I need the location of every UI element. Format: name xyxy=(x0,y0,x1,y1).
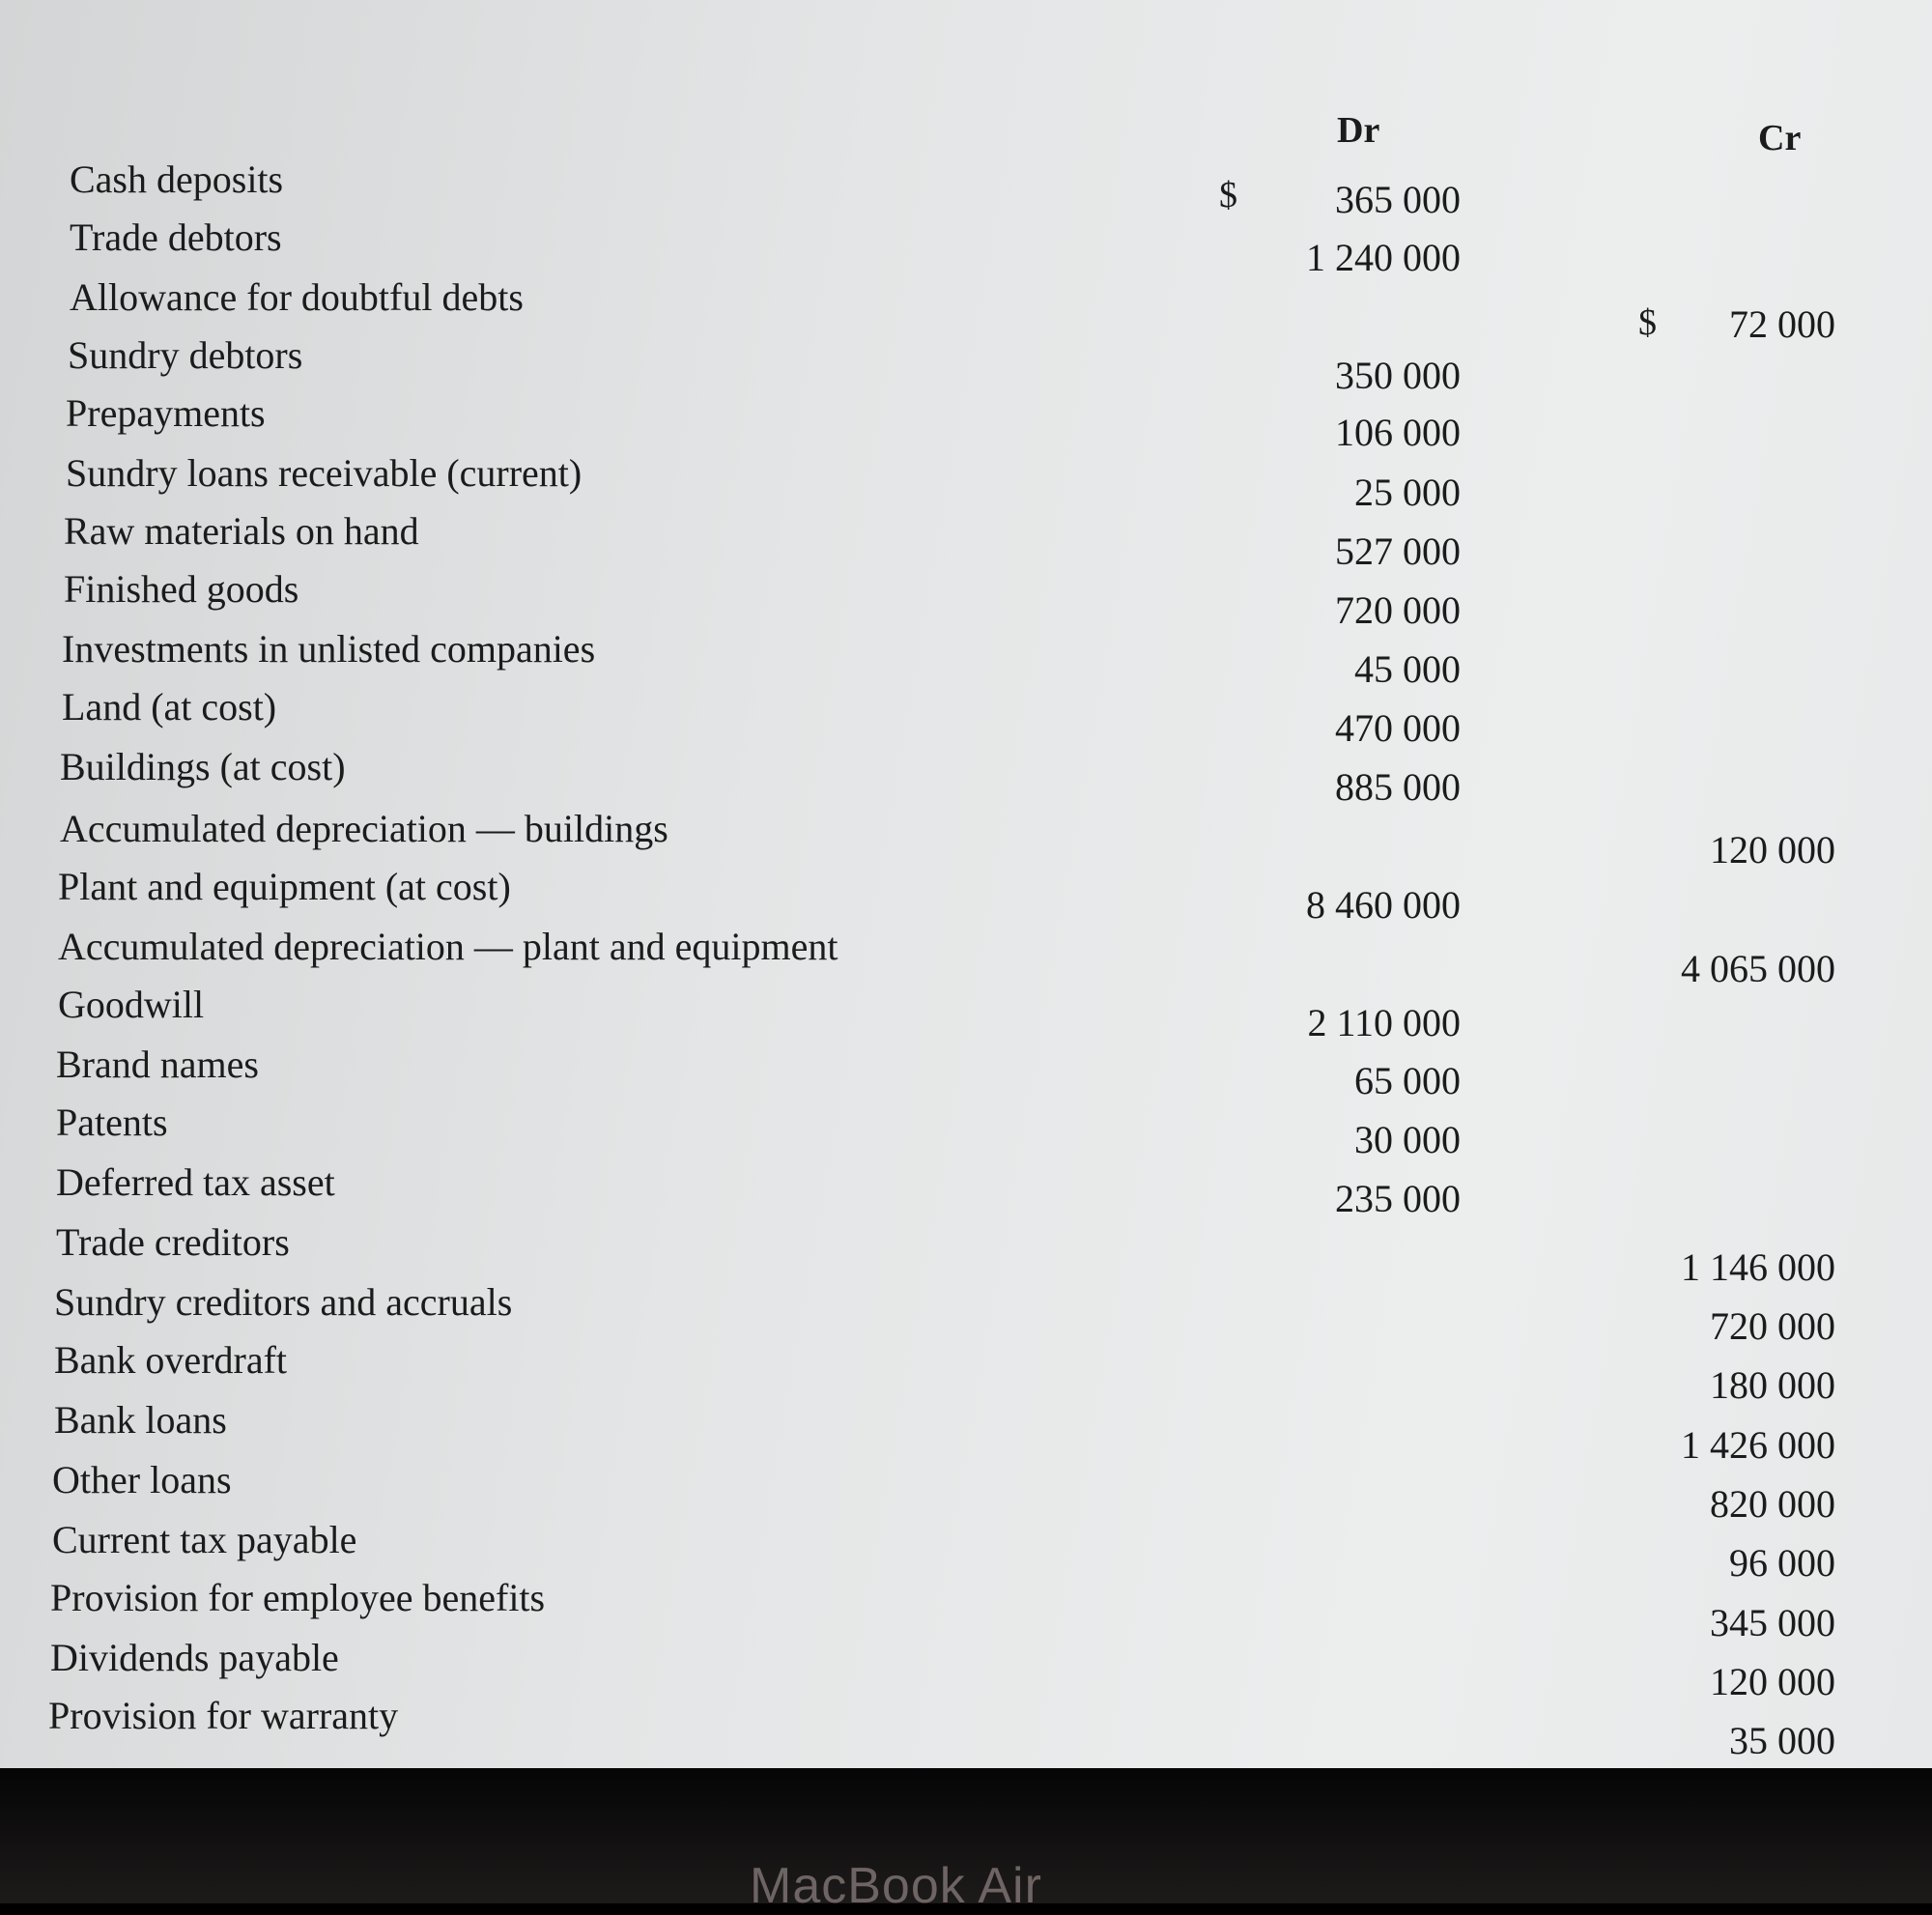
debit-amount: 25 000 xyxy=(1354,471,1461,514)
account-label: Trade debtors xyxy=(70,215,282,259)
credit-column-header: Cr xyxy=(1758,118,1802,158)
credit-amount: 4 065 000 xyxy=(1681,947,1835,990)
debit-amount: 65 000 xyxy=(1354,1059,1461,1102)
device-brand-label: MacBook Air xyxy=(750,1858,1042,1914)
debit-amount: 106 000 xyxy=(1335,411,1461,454)
debit-amount: 8 460 000 xyxy=(1306,883,1461,927)
credit-amount: 1 426 000 xyxy=(1681,1423,1835,1467)
debit-amount: 2 110 000 xyxy=(1307,1001,1461,1044)
account-label: Bank overdraft xyxy=(54,1338,288,1382)
account-label: Allowance for doubtful debts xyxy=(70,275,524,319)
account-label: Sundry debtors xyxy=(68,333,303,377)
account-label: Provision for warranty xyxy=(48,1694,399,1737)
debit-amount: 1 240 000 xyxy=(1306,236,1461,279)
debit-amount: 527 000 xyxy=(1335,529,1461,573)
credit-currency-symbol: $ xyxy=(1638,302,1657,343)
debit-amount: 45 000 xyxy=(1354,647,1461,691)
account-label: Buildings (at cost) xyxy=(60,745,346,788)
debit-amount: 235 000 xyxy=(1335,1177,1461,1220)
credit-amount: 96 000 xyxy=(1729,1541,1835,1585)
account-label: Goodwill xyxy=(58,983,205,1026)
credit-amount: 120 000 xyxy=(1710,828,1835,872)
account-label: Raw materials on hand xyxy=(64,509,419,553)
debit-amount: 30 000 xyxy=(1354,1118,1461,1161)
account-label: Land (at cost) xyxy=(62,685,277,729)
debit-amount: 720 000 xyxy=(1335,588,1461,632)
account-label: Deferred tax asset xyxy=(56,1160,335,1204)
account-label: Plant and equipment (at cost) xyxy=(58,865,511,908)
debit-amount: 350 000 xyxy=(1335,354,1461,397)
account-label: Dividends payable xyxy=(50,1636,339,1679)
account-label: Brand names xyxy=(56,1043,259,1086)
debit-currency-symbol: $ xyxy=(1219,175,1237,215)
account-label: Sundry creditors and accruals xyxy=(54,1280,513,1324)
credit-amount: 180 000 xyxy=(1710,1363,1835,1407)
credit-amount: 345 000 xyxy=(1710,1601,1835,1644)
account-label: Provision for employee benefits xyxy=(50,1576,546,1619)
debit-column-header: Dr xyxy=(1337,110,1380,151)
account-label: Accumulated depreciation — plant and equipment xyxy=(58,925,838,968)
credit-amount: 1 146 000 xyxy=(1681,1245,1835,1289)
debit-amount: 470 000 xyxy=(1335,706,1461,750)
account-label: Finished goods xyxy=(64,567,299,611)
credit-amount: 120 000 xyxy=(1710,1660,1835,1703)
debit-amount: 885 000 xyxy=(1335,765,1461,809)
credit-amount: 820 000 xyxy=(1710,1482,1835,1526)
credit-amount: 35 000 xyxy=(1729,1719,1835,1762)
account-label: Accumulated depreciation — buildings xyxy=(60,807,668,850)
account-label: Current tax payable xyxy=(52,1518,357,1561)
account-label: Sundry loans receivable (current) xyxy=(66,451,582,495)
account-label: Investments in unlisted companies xyxy=(62,627,596,671)
debit-amount: 365 000 xyxy=(1335,178,1461,221)
account-label: Cash deposits xyxy=(70,157,284,201)
account-label: Trade creditors xyxy=(56,1220,290,1264)
credit-amount: 720 000 xyxy=(1710,1304,1835,1348)
account-label: Prepayments xyxy=(66,391,266,435)
credit-amount: 72 000 xyxy=(1729,302,1835,346)
account-label: Bank loans xyxy=(54,1398,227,1442)
account-label: Other loans xyxy=(52,1458,232,1501)
account-label: Patents xyxy=(56,1100,168,1144)
